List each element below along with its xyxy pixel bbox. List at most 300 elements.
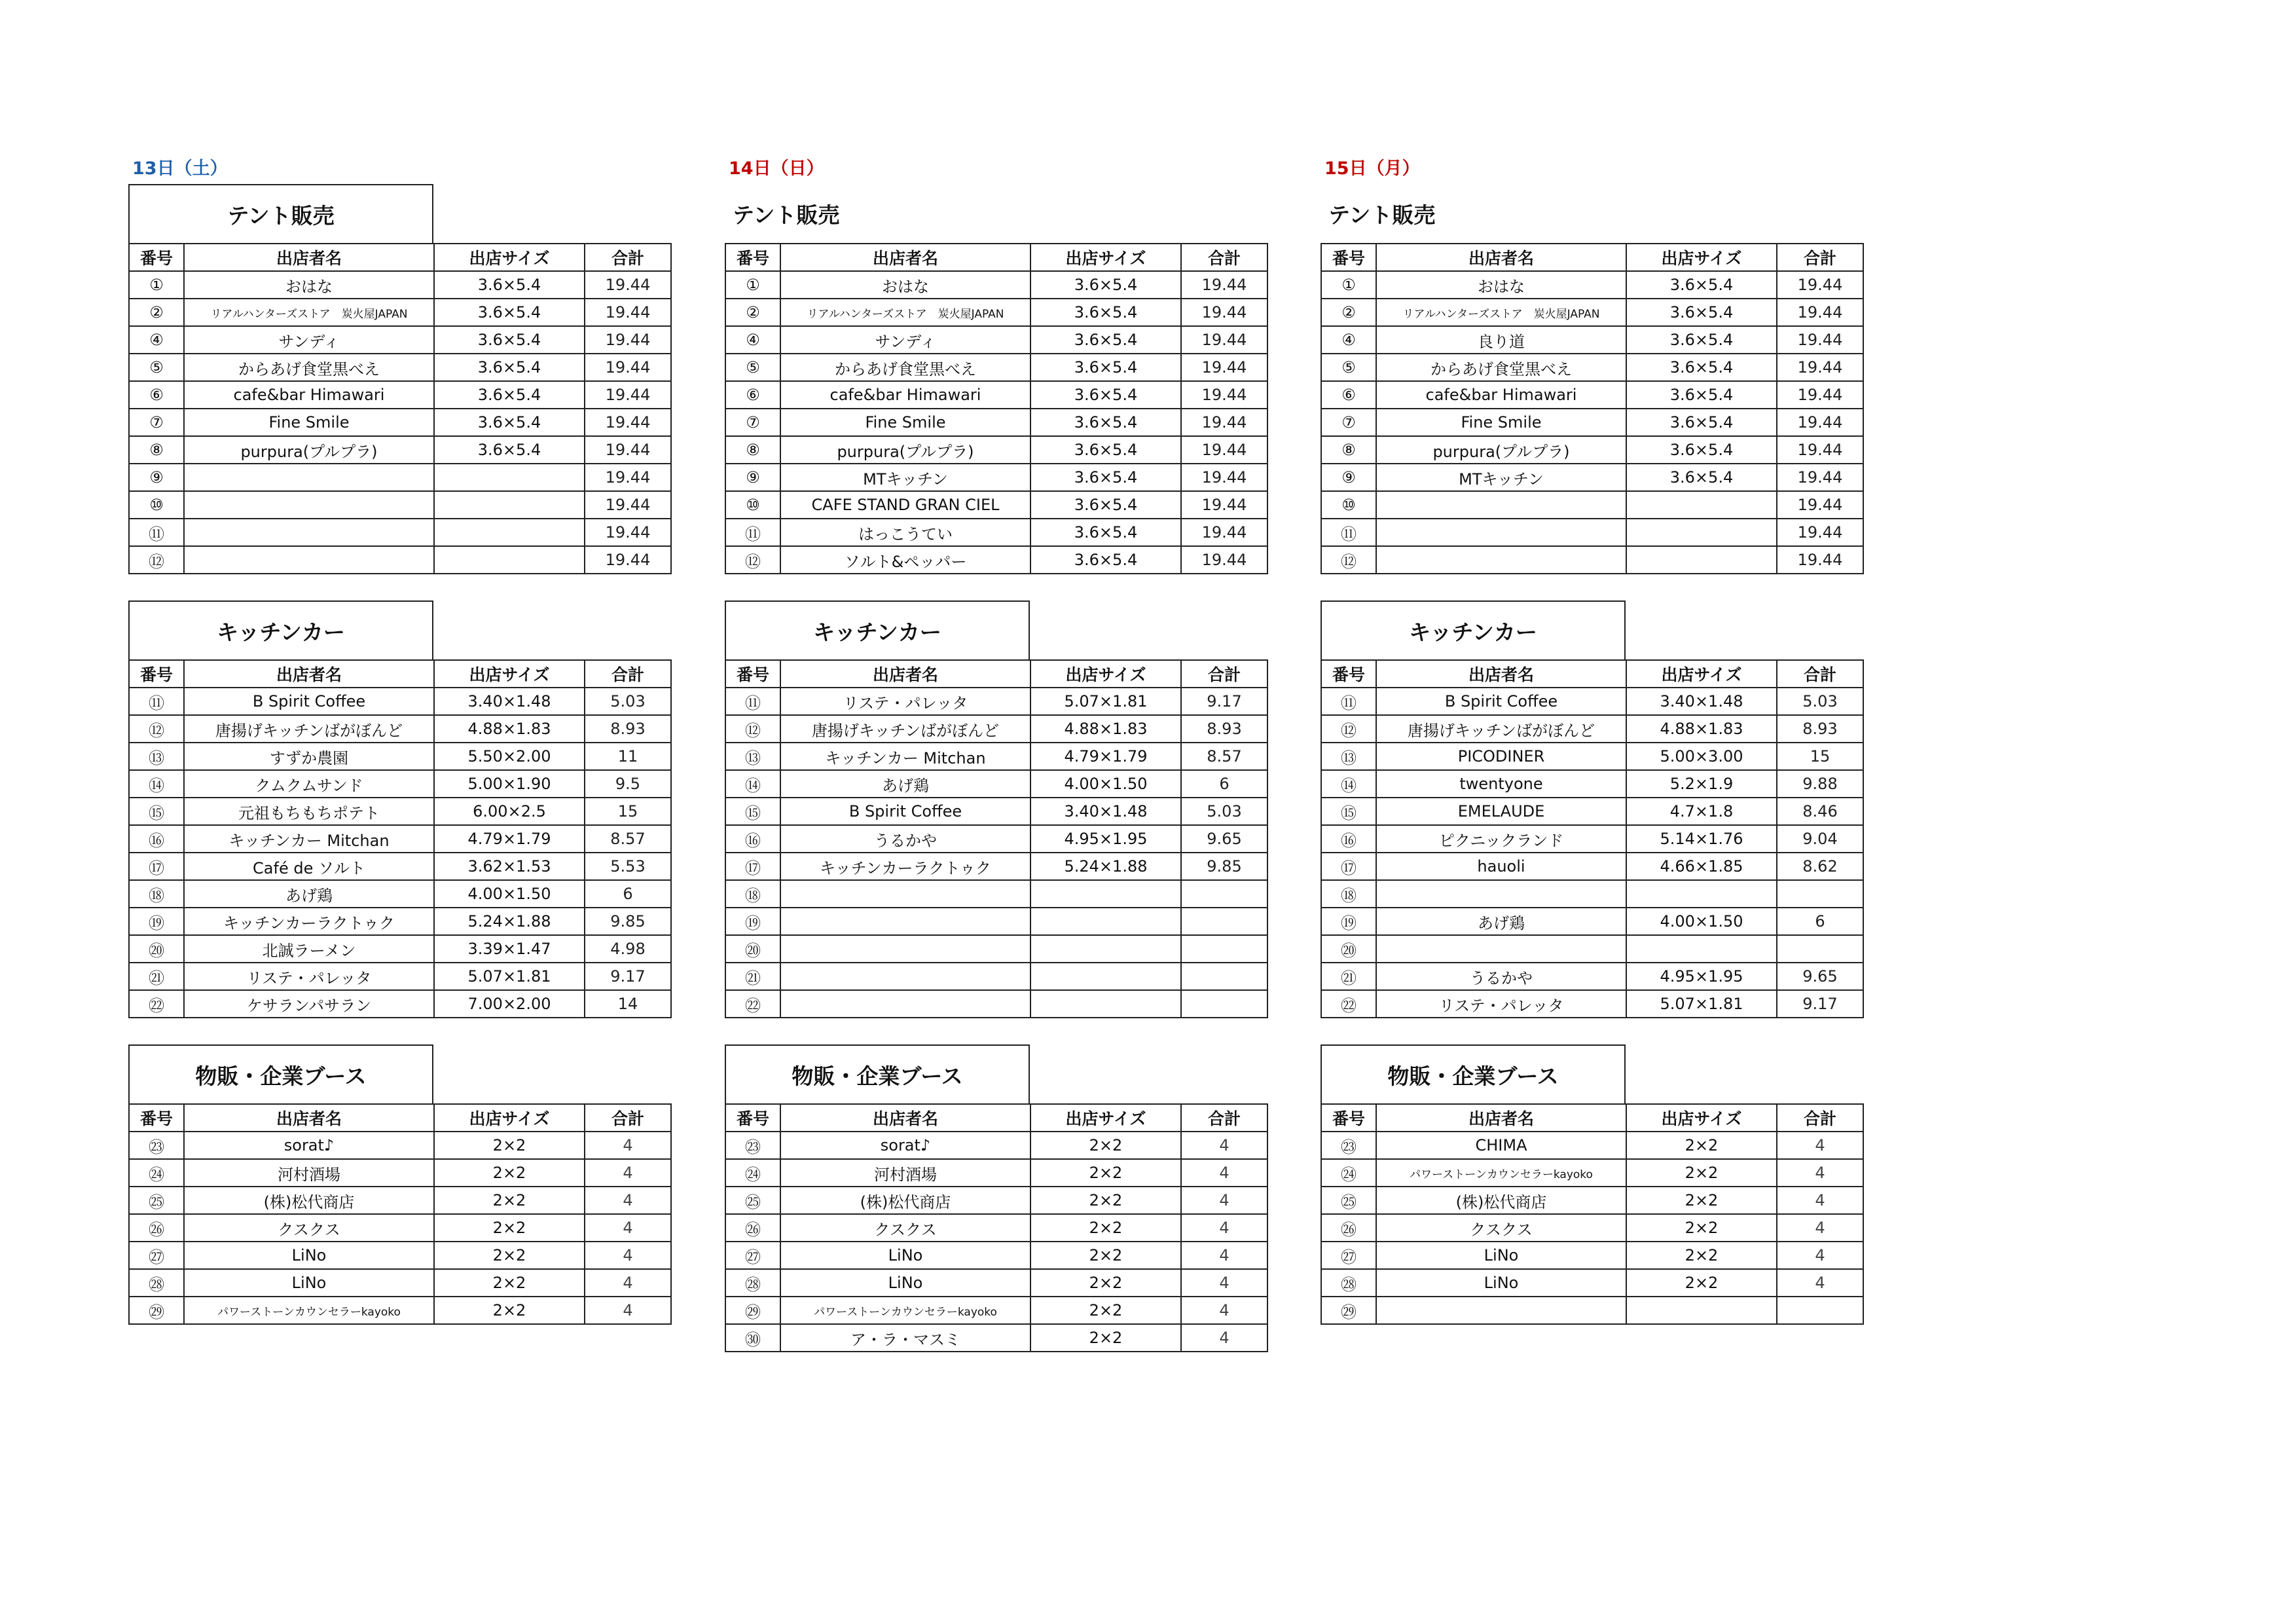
vendor-name: cafe&bar Himawari [184, 381, 434, 409]
booth-table [725, 1103, 1268, 1352]
area-total: 4 [1181, 1187, 1267, 1214]
table-row [1321, 798, 1863, 825]
kitchen-table [725, 659, 1268, 1018]
area-total: 19.44 [1777, 464, 1863, 491]
area-total: 8.93 [1181, 715, 1267, 743]
booth-size: 2×2 [1626, 1269, 1777, 1297]
area-total: 19.44 [1777, 491, 1863, 519]
table-row [129, 299, 671, 326]
table-row [129, 354, 671, 381]
row-number: ⑪ [725, 519, 780, 546]
table-row [725, 908, 1267, 935]
table-row [129, 546, 671, 574]
row-number: ㉖ [129, 1214, 184, 1242]
area-total: 9.17 [1181, 688, 1267, 715]
section-title: 物販・企業ブース [725, 1044, 1030, 1103]
booth-size [1626, 935, 1777, 963]
vendor-name [184, 519, 434, 546]
booth-size: 4.88×1.83 [434, 715, 585, 743]
row-number: ④ [1321, 326, 1376, 354]
row-number: ⑫ [725, 715, 780, 743]
vendor-name [1376, 519, 1626, 546]
booth-section [128, 1044, 670, 1325]
vendor-name [1376, 880, 1626, 908]
vendor-name: からあげ食堂黒べえ [780, 354, 1030, 381]
vendor-name: サンディ [184, 326, 434, 354]
header-size: 出店サイズ [1626, 1104, 1777, 1132]
booth-size: 2×2 [434, 1269, 585, 1297]
vendor-name: purpura(プルプラ) [780, 436, 1030, 464]
area-total: 9.17 [1777, 990, 1863, 1018]
table-row [129, 491, 671, 519]
table-row [725, 519, 1267, 546]
booth-size [1030, 880, 1181, 908]
row-number: ⑯ [725, 825, 780, 853]
header-number: 番号 [725, 660, 780, 688]
row-number: ⑪ [129, 519, 184, 546]
row-number: ⑤ [1321, 354, 1376, 381]
header-total: 合計 [1181, 244, 1267, 271]
area-total: 19.44 [1181, 436, 1267, 464]
vendor-name: 元祖もちもちポテト [184, 798, 434, 825]
booth-size: 3.62×1.53 [434, 853, 585, 880]
booth-size: 4.88×1.83 [1626, 715, 1777, 743]
row-number: ㉑ [725, 963, 780, 990]
row-number: ⑮ [725, 798, 780, 825]
table-row [1321, 825, 1863, 853]
table-row [725, 299, 1267, 326]
table-row [1321, 1187, 1863, 1214]
tent-table [1321, 243, 1864, 574]
vendor-name [780, 963, 1030, 990]
table-row [129, 798, 671, 825]
area-total: 19.44 [1777, 546, 1863, 574]
vendor-name: 唐揚げキッチンばがぼんど [780, 715, 1030, 743]
row-number: ⑰ [1321, 853, 1376, 880]
booth-size: 2×2 [1030, 1132, 1181, 1159]
booth-size: 5.00×1.90 [434, 770, 585, 798]
row-number: ⑱ [129, 880, 184, 908]
area-total: 5.03 [585, 688, 671, 715]
booth-size: 5.07×1.81 [1030, 688, 1181, 715]
header-total: 合計 [585, 1104, 671, 1132]
booth-section [1321, 1044, 1863, 1325]
table-row [129, 743, 671, 770]
table-row [129, 1132, 671, 1159]
vendor-name: EMELAUDE [1376, 798, 1626, 825]
area-total: 19.44 [1181, 464, 1267, 491]
day-label: 15日（月） [1324, 158, 1420, 179]
day-column [725, 154, 1267, 1352]
row-number: ⑭ [1321, 770, 1376, 798]
row-number: ⑭ [725, 770, 780, 798]
vendor-name: 唐揚げキッチンばがぼんど [184, 715, 434, 743]
table-row [1321, 1269, 1863, 1297]
row-number: ⑨ [129, 464, 184, 491]
vendor-name: クムクムサンド [184, 770, 434, 798]
booth-size: 3.6×5.4 [1626, 464, 1777, 491]
booth-size: 3.6×5.4 [1030, 299, 1181, 326]
row-number: ⑲ [129, 908, 184, 935]
vendor-name: うるかや [780, 825, 1030, 853]
vendor-name: リアルハンターズストア 炭火屋JAPAN [184, 299, 434, 326]
table-row [725, 798, 1267, 825]
table-row [129, 935, 671, 963]
booth-size [1030, 963, 1181, 990]
vendor-name: PICODINER [1376, 743, 1626, 770]
kitchen-table [1321, 659, 1864, 1018]
header-total: 合計 [585, 244, 671, 271]
row-number: ④ [129, 326, 184, 354]
area-total: 19.44 [1777, 354, 1863, 381]
table-row [129, 853, 671, 880]
booth-size: 3.40×1.48 [1030, 798, 1181, 825]
row-number: ② [725, 299, 780, 326]
area-total: 9.04 [1777, 825, 1863, 853]
vendor-name: キッチンカーラクトゥク [780, 853, 1030, 880]
vendor-name: Fine Smile [1376, 409, 1626, 436]
vendor-name: キッチンカーラクトゥク [184, 908, 434, 935]
booth-size: 3.6×5.4 [1030, 326, 1181, 354]
header-name: 出店者名 [184, 244, 434, 271]
area-total [1777, 880, 1863, 908]
area-total: 15 [585, 798, 671, 825]
table-row [129, 1242, 671, 1269]
area-total: 19.44 [1181, 381, 1267, 409]
vendor-name: おはな [184, 271, 434, 299]
vendor-name: cafe&bar Himawari [780, 381, 1030, 409]
vendor-name: 河村酒場 [184, 1159, 434, 1187]
vendor-name: LiNo [1376, 1269, 1626, 1297]
vendor-name [780, 880, 1030, 908]
area-total: 4 [1777, 1159, 1863, 1187]
row-number: ① [1321, 271, 1376, 299]
header-number: 番号 [725, 1104, 780, 1132]
area-total: 19.44 [1777, 519, 1863, 546]
area-total [1181, 880, 1267, 908]
table-row [1321, 1159, 1863, 1187]
section-title: キッチンカー [1321, 600, 1626, 659]
area-total [1777, 935, 1863, 963]
booth-size: 2×2 [1626, 1159, 1777, 1187]
vendor-name: CHIMA [1376, 1132, 1626, 1159]
row-number: ㉔ [1321, 1159, 1376, 1187]
area-total: 4 [1777, 1132, 1863, 1159]
booth-size: 2×2 [1030, 1297, 1181, 1324]
row-number: ⑩ [1321, 491, 1376, 519]
area-total: 4 [1777, 1214, 1863, 1242]
area-total: 4 [1181, 1297, 1267, 1324]
vendor-name: (株)松代商店 [780, 1187, 1030, 1214]
vendor-name: おはな [1376, 271, 1626, 299]
tent-table [725, 243, 1268, 574]
row-number: ⑫ [129, 546, 184, 574]
booth-size: 3.6×5.4 [1626, 271, 1777, 299]
area-total [1181, 908, 1267, 935]
area-total: 9.85 [585, 908, 671, 935]
area-total: 14 [585, 990, 671, 1018]
booth-size: 2×2 [1030, 1324, 1181, 1352]
area-total: 4 [585, 1297, 671, 1324]
area-total: 19.44 [585, 271, 671, 299]
vendor-name: からあげ食堂黒べえ [184, 354, 434, 381]
header-number: 番号 [129, 660, 184, 688]
area-total: 4 [585, 1187, 671, 1214]
booth-size: 2×2 [434, 1132, 585, 1159]
table-row [1321, 1242, 1863, 1269]
area-total: 19.44 [1181, 354, 1267, 381]
day-column [1321, 154, 1863, 1325]
booth-size: 3.6×5.4 [1626, 326, 1777, 354]
vendor-name: purpura(プルプラ) [1376, 436, 1626, 464]
row-number: ② [129, 299, 184, 326]
row-number: ⑳ [129, 935, 184, 963]
booth-size: 3.6×5.4 [1030, 491, 1181, 519]
row-number: ㉔ [129, 1159, 184, 1187]
header-total: 合計 [585, 660, 671, 688]
section-title: 物販・企業ブース [1321, 1044, 1626, 1103]
table-row [1321, 743, 1863, 770]
area-total: 6 [1181, 770, 1267, 798]
area-total: 19.44 [1181, 299, 1267, 326]
vendor-name: リステ・パレッタ [780, 688, 1030, 715]
area-total: 9.88 [1777, 770, 1863, 798]
booth-size: 2×2 [1030, 1214, 1181, 1242]
table-row [725, 381, 1267, 409]
booth-size [1030, 908, 1181, 935]
row-number: ⑩ [725, 491, 780, 519]
booth-size: 2×2 [1030, 1159, 1181, 1187]
table-row [129, 1214, 671, 1242]
header-total: 合計 [1181, 660, 1267, 688]
row-number: ㉚ [725, 1324, 780, 1352]
vendor-name: はっこうてい [780, 519, 1030, 546]
area-total: 19.44 [1181, 519, 1267, 546]
header-total: 合計 [1777, 244, 1863, 271]
table-row [1321, 1214, 1863, 1242]
row-number: ⑪ [725, 688, 780, 715]
row-number: ⑮ [129, 798, 184, 825]
booth-size: 3.6×5.4 [434, 409, 585, 436]
area-total: 4 [585, 1269, 671, 1297]
row-number: ⑦ [725, 409, 780, 436]
table-row [1321, 464, 1863, 491]
header-total: 合計 [1777, 1104, 1863, 1132]
vendor-name: (株)松代商店 [184, 1187, 434, 1214]
area-total: 9.65 [1181, 825, 1267, 853]
vendor-name: MTキッチン [1376, 464, 1626, 491]
area-total: 9.65 [1777, 963, 1863, 990]
area-total: 19.44 [585, 436, 671, 464]
day-label: 13日（土） [132, 158, 228, 179]
booth-size [1626, 1297, 1777, 1324]
header-total: 合計 [1181, 1104, 1267, 1132]
area-total: 9.85 [1181, 853, 1267, 880]
table-row [129, 880, 671, 908]
area-total: 4 [1777, 1242, 1863, 1269]
area-total: 19.44 [1777, 381, 1863, 409]
booth-size [1030, 990, 1181, 1018]
table-row [1321, 908, 1863, 935]
header-size: 出店サイズ [1030, 1104, 1181, 1132]
booth-size: 3.6×5.4 [434, 436, 585, 464]
header-name: 出店者名 [184, 660, 434, 688]
row-number: ㉕ [1321, 1187, 1376, 1214]
section-title: キッチンカー [725, 600, 1030, 659]
vendor-name: Café de ソルト [184, 853, 434, 880]
area-total: 8.46 [1777, 798, 1863, 825]
booth-size: 2×2 [434, 1187, 585, 1214]
area-total: 19.44 [585, 354, 671, 381]
area-total: 4 [1181, 1132, 1267, 1159]
row-number: ㉑ [1321, 963, 1376, 990]
row-number: ④ [725, 326, 780, 354]
booth-size: 5.24×1.88 [434, 908, 585, 935]
header-size: 出店サイズ [434, 660, 585, 688]
header-size: 出店サイズ [1626, 660, 1777, 688]
booth-size: 5.07×1.81 [434, 963, 585, 990]
row-number: ⑬ [725, 743, 780, 770]
table-row [725, 271, 1267, 299]
table-row [129, 1187, 671, 1214]
booth-size [434, 519, 585, 546]
header-size: 出店サイズ [1626, 244, 1777, 271]
row-number: ㉖ [1321, 1214, 1376, 1242]
row-number: ⑬ [1321, 743, 1376, 770]
table-row [725, 1324, 1267, 1352]
area-total: 19.44 [1777, 409, 1863, 436]
table-row [725, 935, 1267, 963]
row-number: ㉗ [725, 1242, 780, 1269]
table-row [725, 326, 1267, 354]
table-row [1321, 354, 1863, 381]
table-row [129, 271, 671, 299]
area-total: 4 [585, 1159, 671, 1187]
booth-size: 3.6×5.4 [1030, 381, 1181, 409]
table-row [129, 688, 671, 715]
row-number: ⑲ [725, 908, 780, 935]
table-row [129, 1269, 671, 1297]
row-number: ⑱ [1321, 880, 1376, 908]
area-total: 8.93 [585, 715, 671, 743]
tent-section [128, 184, 670, 574]
booth-size: 3.40×1.48 [1626, 688, 1777, 715]
area-total: 5.03 [1777, 688, 1863, 715]
table-row [725, 464, 1267, 491]
table-row [1321, 770, 1863, 798]
table-row [1321, 491, 1863, 519]
vendor-name: 唐揚げキッチンばがぼんど [1376, 715, 1626, 743]
area-total: 4 [585, 1242, 671, 1269]
area-total: 4 [1181, 1324, 1267, 1352]
table-row [1321, 1132, 1863, 1159]
vendor-name: パワーストーンカウンセラーkayoko [1376, 1159, 1626, 1187]
area-total: 19.44 [585, 299, 671, 326]
booth-size [1626, 519, 1777, 546]
row-number: ㉙ [129, 1297, 184, 1324]
booth-size: 3.6×5.4 [1030, 271, 1181, 299]
booth-size [434, 464, 585, 491]
booth-size: 2×2 [434, 1214, 585, 1242]
section-title: テント販売 [733, 202, 840, 228]
vendor-name: LiNo [780, 1242, 1030, 1269]
row-number: ⑩ [129, 491, 184, 519]
area-total: 4 [585, 1132, 671, 1159]
area-total: 4 [1777, 1187, 1863, 1214]
section-title: テント販売 [128, 184, 433, 243]
vendor-name: おはな [780, 271, 1030, 299]
vendor-name: B Spirit Coffee [780, 798, 1030, 825]
row-number: ⑥ [725, 381, 780, 409]
area-total: 4 [585, 1214, 671, 1242]
area-total [1181, 963, 1267, 990]
table-row [1321, 935, 1863, 963]
booth-size: 3.6×5.4 [434, 326, 585, 354]
row-number: ㉒ [1321, 990, 1376, 1018]
vendor-name: サンディ [780, 326, 1030, 354]
booth-size: 3.6×5.4 [434, 381, 585, 409]
row-number: ⑫ [1321, 715, 1376, 743]
row-number: ⑰ [725, 853, 780, 880]
vendor-name: リアルハンターズストア 炭火屋JAPAN [1376, 299, 1626, 326]
booth-size [1626, 491, 1777, 519]
vendor-name: ケサランパサラン [184, 990, 434, 1018]
table-row [725, 770, 1267, 798]
row-number: ⑤ [725, 354, 780, 381]
table-row [725, 546, 1267, 574]
area-total: 8.93 [1777, 715, 1863, 743]
vendor-name: Fine Smile [780, 409, 1030, 436]
row-number: ⑪ [1321, 688, 1376, 715]
booth-size: 5.07×1.81 [1626, 990, 1777, 1018]
header-size: 出店サイズ [1030, 244, 1181, 271]
vendor-name [184, 491, 434, 519]
vendor-name [1376, 491, 1626, 519]
booth-table [128, 1103, 672, 1325]
area-total: 19.44 [1181, 271, 1267, 299]
table-row [1321, 715, 1863, 743]
table-row [129, 409, 671, 436]
table-row [1321, 990, 1863, 1018]
row-number: ㉒ [725, 990, 780, 1018]
booth-size: 2×2 [1030, 1187, 1181, 1214]
header-total: 合計 [1777, 660, 1863, 688]
row-number: ㉕ [129, 1187, 184, 1214]
day-column [128, 154, 670, 1325]
table-row [129, 908, 671, 935]
table-row [725, 880, 1267, 908]
vendor-name: あげ鶏 [184, 880, 434, 908]
day-label: 14日（日） [729, 158, 824, 179]
area-total: 11 [585, 743, 671, 770]
table-row [129, 990, 671, 1018]
table-row [129, 464, 671, 491]
row-number: ⑱ [725, 880, 780, 908]
vendor-name: すずか農園 [184, 743, 434, 770]
vendor-name [1376, 935, 1626, 963]
table-row [725, 1159, 1267, 1187]
table-row [1321, 1297, 1863, 1324]
booth-size: 5.2×1.9 [1626, 770, 1777, 798]
row-number: ⑰ [129, 853, 184, 880]
area-total [1181, 990, 1267, 1018]
area-total: 8.57 [1181, 743, 1267, 770]
vendor-name: あげ鶏 [1376, 908, 1626, 935]
section-title: テント販売 [1328, 202, 1436, 228]
area-total: 4 [1181, 1214, 1267, 1242]
area-total: 9.5 [585, 770, 671, 798]
table-row [725, 1269, 1267, 1297]
